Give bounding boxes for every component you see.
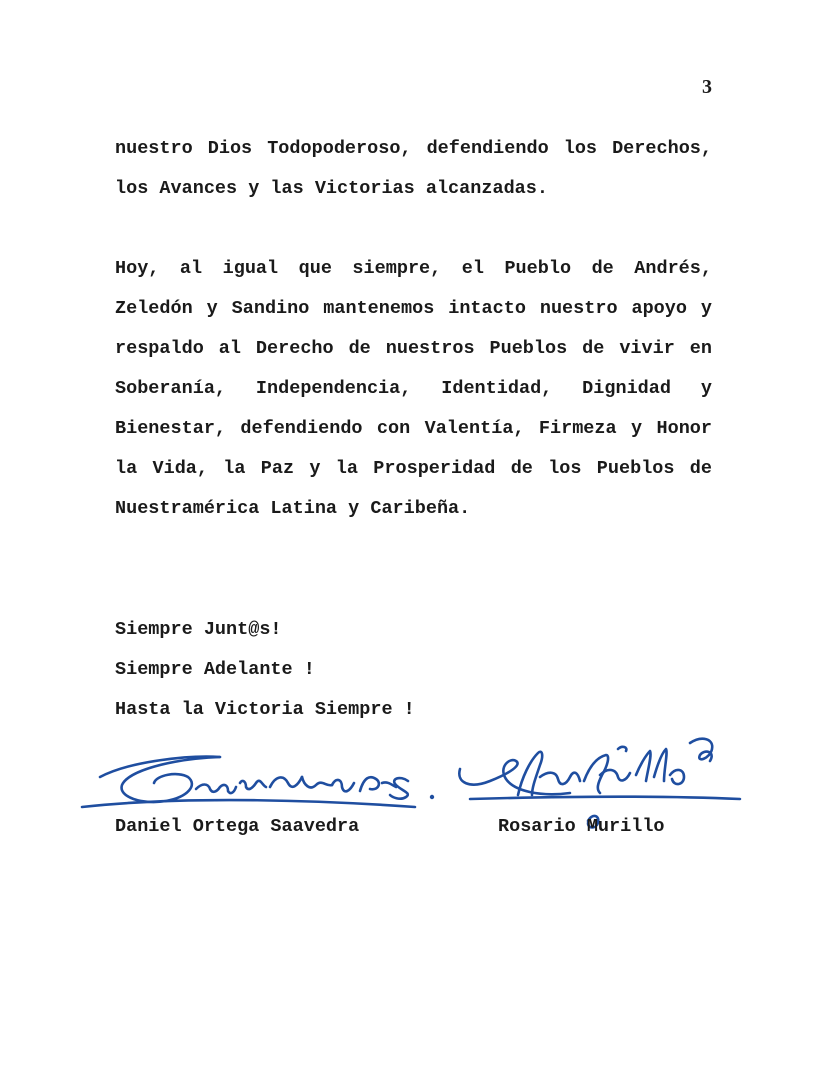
paragraph-1 bbox=[115, 129, 712, 209]
paragraph-2-text: Hoy, al igual que siempre, el Pueblo de Andrés, Zeledón y Sandino mantenemos intacto nuestro apoyo y respaldo al Derecho de nuestros Pueblos de vivir en Soberanía, Independencia, Identidad, Dignidad y Bienestar, defendiendo con Valentía, Firmeza y Honor la Vida, la Paz y la Prosperidad de los Pueblos de Nuestramérica Latina y Caribeña. bbox=[115, 258, 712, 519]
signature-daniel-ortega bbox=[82, 757, 434, 807]
closing-lines bbox=[115, 610, 712, 730]
closing-line-2: Siempre Adelante ! bbox=[115, 659, 315, 680]
signature-rosario-murillo bbox=[459, 739, 740, 828]
signer-name-rosario-murillo: Rosario Murillo bbox=[498, 816, 665, 837]
closing-line-3: Hasta la Victoria Siempre ! bbox=[115, 699, 415, 720]
paragraph-2 bbox=[115, 249, 712, 529]
page-number: 3 bbox=[702, 76, 712, 98]
paragraph-1-text: nuestro Dios Todopoderoso, defendiendo los Derechos, los Avances y las Victorias alcanzadas. bbox=[115, 138, 712, 199]
signer-name-daniel-ortega: Daniel Ortega Saavedra bbox=[115, 816, 360, 837]
closing-line-1: Siempre Junt@s! bbox=[115, 619, 282, 640]
